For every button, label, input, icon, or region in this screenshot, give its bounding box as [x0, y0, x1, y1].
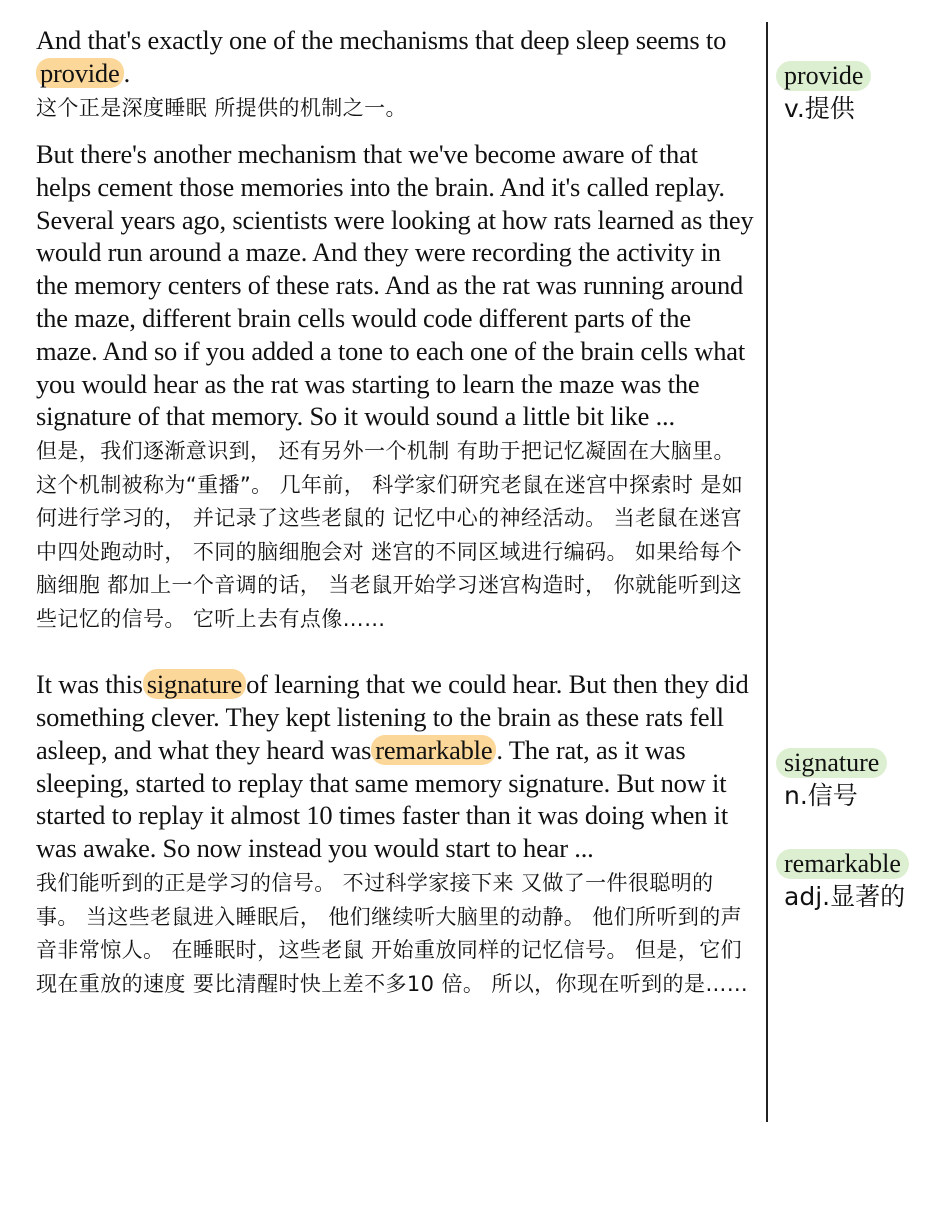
glossary-entry-remarkable[interactable] — [776, 849, 946, 913]
section-2 — [36, 138, 756, 636]
chinese-translation: 这个正是深度睡眠 所提供的机制之一。 — [36, 95, 407, 120]
english-text: It was this signature of learning that we could hear. But then they did something clever. They kept listening to the brain as these rats fell asleep, and what they heard was remarkable . The rat, as it was sleeping, started to replay that same memory signature. But now it started to replay it almost 10 times faster than it was doing when it was awake. So now instead you would start to hear ... — [36, 669, 749, 864]
chinese-translation: 但是，我们逐渐意识到， 还有另外一个机制 有助于把记忆凝固在大脑里。 这个机制被称为“重播”。 几年前， 科学家们研究老鼠在迷宫中探索时 是如何进行学习的， 并记录了这些老鼠的 记忆中心的神经活动。 当老鼠在迷宫中四处跑动时， 不同的脑细胞会对 迷宫的不同区域进行编码。 如果给每个脑细胞 都加上一个音调的话， 当老鼠开始学习迷宫构造时， 你就能听到这些记忆的信号。 它听上去有点像…… — [36, 439, 744, 631]
glossary-definition: v.提供 — [784, 94, 855, 123]
chinese-translation: 我们能听到的正是学习的信号。 不过科学家接下来 又做了一件很聪明的事。 当这些老鼠进入睡眠后， 他们继续听大脑里的动静。 他们所听到的声音非常惊人。 在睡眠时，这些老鼠 开始重放同样的记忆信号。 但是，它们现在重放的速度 要比清醒时快上差不多10 倍。 所以，你现在听到的是…… — [36, 871, 749, 996]
glossary-word[interactable]: remarkable — [776, 849, 909, 879]
english-text: And that's exactly one of the mechanisms that deep sleep seems to provide . — [36, 25, 727, 88]
glossary-entry-provide[interactable] — [776, 61, 946, 125]
highlighted-word[interactable]: provide — [36, 58, 124, 88]
english-text: But there's another mechanism that we've become aware of that helps cement those memories into the brain. And it's called replay. Several years ago, scientists were looking at how rats learned as they would run around a maze. And they were recording the activity in the memory centers of these rats. And as the rat was running around the maze, different brain cells would code different parts of the maze. And so if you added a tone to each one of the brain cells what you would hear as the rat was starting to learn the maze was the signature of that memory. So it would sound a little bit like ... — [36, 139, 754, 432]
glossary-definition: n.信号 — [784, 781, 858, 810]
glossary-definition: adj.显著的 — [784, 882, 906, 911]
column-divider — [766, 22, 768, 1122]
highlighted-word[interactable]: signature — [143, 669, 246, 699]
section-3 — [36, 668, 756, 1001]
highlighted-word[interactable]: remarkable — [371, 735, 496, 765]
glossary-entry-signature[interactable] — [776, 748, 946, 812]
glossary-word[interactable]: signature — [776, 748, 887, 778]
glossary-word[interactable]: provide — [776, 61, 871, 91]
section-1 — [36, 24, 756, 125]
transcript — [36, 24, 756, 1001]
